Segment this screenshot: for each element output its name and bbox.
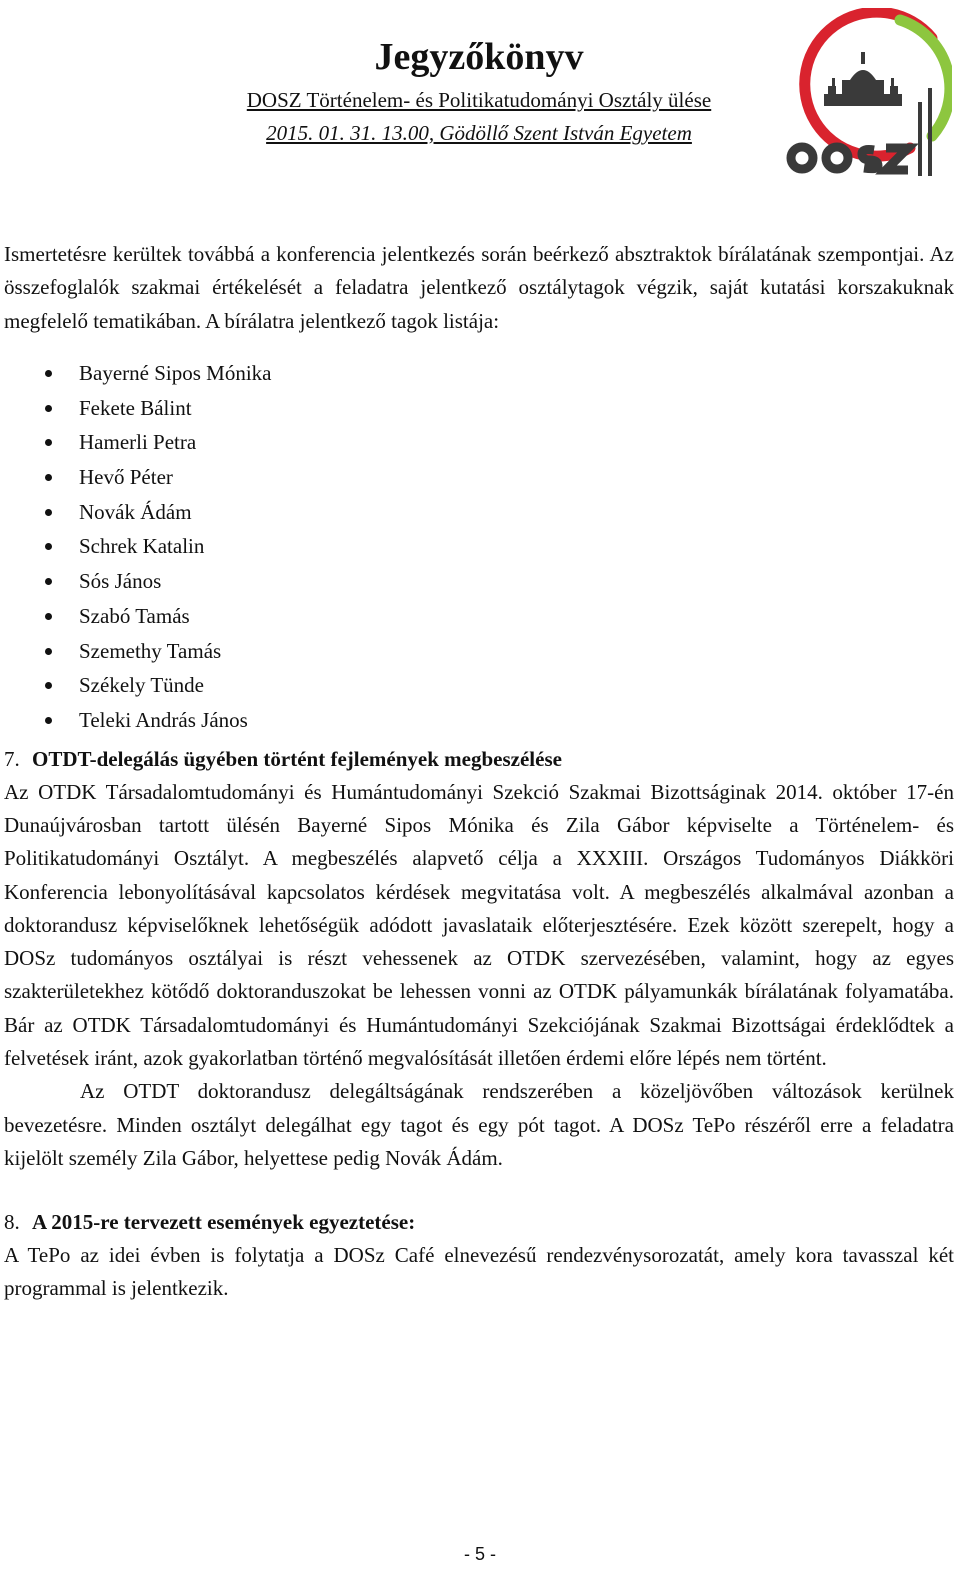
section-7-paragraph-1: Az OTDK Társadalomtudományi és Humántudományi Szekció Szakmai Bizottságinak 2014. október 17-én Dunaújvárosban tartott ülésén Bayerné Sipos Mónika és Zila Gábor képviselte a Történelem- és Politikatudományi Osztályt. A megbeszélés alapvető célja a XXXIII. Országos Tudományos Diákköri Konferencia lebonyolításával kapcsolatos kérdések megvitatása volt. A megbeszélés alkalmával azonban a doktorandusz képviselőknek lehetőségük adódott javaslataik előterjesztésére. Ezek között szerepelt, hogy a DOSz tudományos osztályai is részt vehessenek az OTDK szervezésében, valamint, hogy az egyes szakterületekhez kötődő doktoranduszokat be lehessen vonni az OTDK pályamunkák bírálatának folyamatába. Bár az OTDK Társadalomtudományi és Humántudományi Szekciójának Szakmai Bizottságai érdeklődtek a felvetések iránt, azok gyakorlatban történő megvalósítását illetően érdemi előre lépés nem történt.: [4, 779, 954, 1070]
section-7-paragraph-2: Az OTDT doktorandusz delegáltságának rendszerében a közeljövőben változások kerülnek bevezetésre. Minden osztályt delegálhat egy tagot és egy pót tagot. A DOSz TePo részéről erre a feladatra kijelölt személy Zila Gábor, helyettese pedig Novák Ádám.: [4, 1079, 954, 1170]
list-item: Hamerli Petra: [4, 425, 954, 460]
list-item: Sós János: [4, 564, 954, 599]
document-header: [196, 30, 762, 150]
list-item: Fekete Bálint: [4, 391, 954, 426]
section-8-title: A 2015-re tervezett események egyeztetése:: [32, 1210, 416, 1235]
section-7-title: OTDT-delegálás ügyében történt fejlemények megbeszélése: [32, 746, 562, 771]
section-8-paragraph-1: A TePo az idei évben is folytatja a DOSz Café elnevezésű rendezvénysorozatát, amely kora tavasszal két programmal is jelentkezik.: [4, 1243, 954, 1301]
page-number: - 5 -: [463, 1544, 496, 1564]
section-8-heading: [4, 1205, 954, 1239]
document-date-place: 2015. 01. 31. 13.00, Gödöllő Szent István Egyetem: [266, 121, 692, 145]
list-item: Szemethy Tamás: [4, 634, 954, 669]
list-item: Novák Ádám: [4, 495, 954, 530]
document-body: [4, 238, 954, 1306]
list-item: Teleki András János: [4, 703, 954, 738]
section-7-number: 7.: [4, 746, 20, 771]
list-item: Szabó Tamás: [4, 599, 954, 634]
intro-paragraph: Ismertetésre kerültek továbbá a konferencia jelentkezés során beérkező absztraktok bírálatának szempontjai. Az összefoglalók szakmai értékelését a feladatra jelentkező osztálytagok végzik, saját kutatási korszakuknak megfelelő tematikában. A bírálatra jelentkező tagok listája:: [4, 242, 954, 333]
section-7-heading: [4, 742, 954, 776]
document-subtitle: DOSZ Történelem- és Politikatudományi Osztály ülése: [246, 88, 712, 112]
list-item: Hevő Péter: [4, 460, 954, 495]
list-item: Bayerné Sipos Mónika: [4, 356, 954, 391]
document-title: Jegyzőkönyv: [374, 36, 584, 78]
reviewer-list: [4, 356, 954, 738]
list-item: Schrek Katalin: [4, 529, 954, 564]
dosz-logo: [782, 8, 952, 186]
section-8-number: 8.: [4, 1210, 20, 1235]
list-item: Székely Tünde: [4, 668, 954, 703]
